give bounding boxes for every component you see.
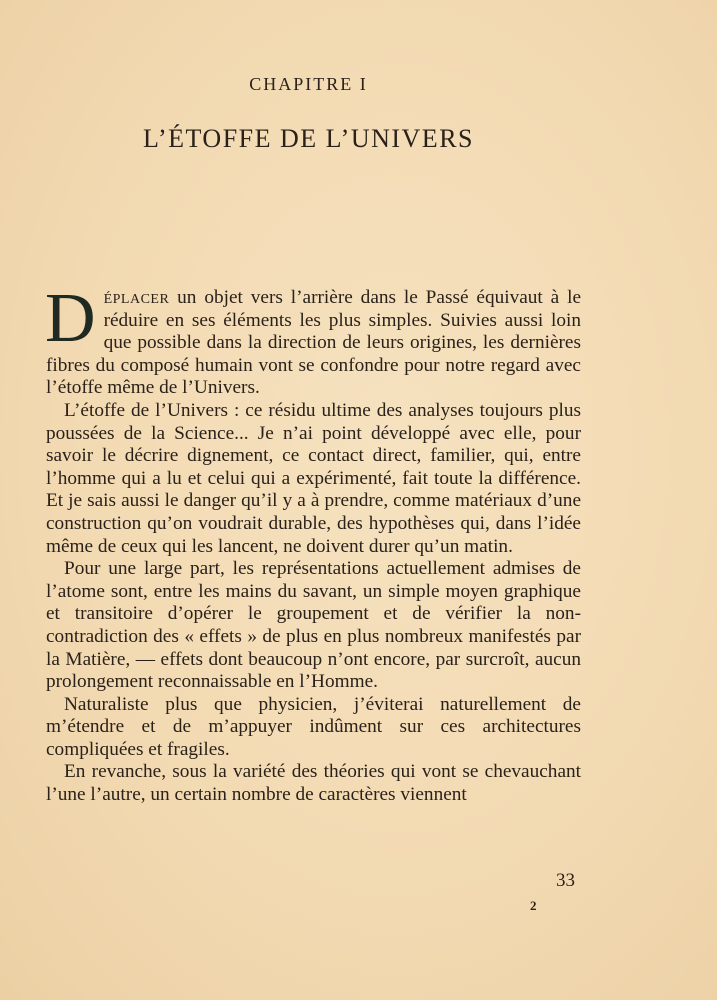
- chapter-label: CHAPITRE I: [249, 74, 368, 94]
- paragraph-3: Pour une large part, les représentations actuellement admises de l’atome sont, entre les mains du savant, un simple moyen graphique et transitoire d’opérer le groupement et de vérifier la non-contradiction des « effets » de plus en plus nombreux manifestés par la Matière, — effets dont beaucoup n’ont encore, par surcroît, aucun prolongement reconnaissable en l’Homme.: [46, 558, 581, 693]
- page-number: 33: [556, 870, 575, 891]
- paragraph-4: Naturaliste plus que physicien, j’éviterai naturellement de m’étendre et de m’appuyer indûment sur ces architectures compliquées et fragiles.: [46, 693, 581, 760]
- paragraph-2: L’étoffe de l’Univers : ce résidu ultime des analyses toujours plus poussées de la Science... Je n’ai point développé avec elle, pour savoir le décrire dignement, ce contact direct, familier, qui, entre l’homme qui a lu et celui qui a expérimenté, fait toute la différence. Et je sais aussi le danger qu’il y a à prendre, comme matériaux d’une construction qu’on voudrait durable, des hypothèses qui, dans l’idée même de ceux qui les lancent, ne doivent durer qu’un matin.: [46, 399, 581, 557]
- paragraph-5: En revanche, sous la variété des théories qui vont se chevauchant l’une l’autre, un certain nombre de caractères viennent: [46, 761, 581, 806]
- chapter-title: L’ÉTOFFE DE L’UNIVERS: [142, 124, 474, 153]
- paragraph-1: [45, 280, 581, 400]
- signature-mark: 2: [530, 898, 537, 913]
- smallcaps-word: éplacer: [103, 287, 170, 308]
- paragraph-1-text: un objet vers l’arrière dans le Passé équivaut à le réduire en ses éléments les plus simples. Suivies aussi loin que possible dans la direction de leurs origines, les dernières fibres du composé humain vont se confondre pour notre regard avec l’étoffe même de l’Univers.: [46, 287, 581, 399]
- body-text: [45, 280, 581, 807]
- drop-cap: D: [45, 280, 96, 357]
